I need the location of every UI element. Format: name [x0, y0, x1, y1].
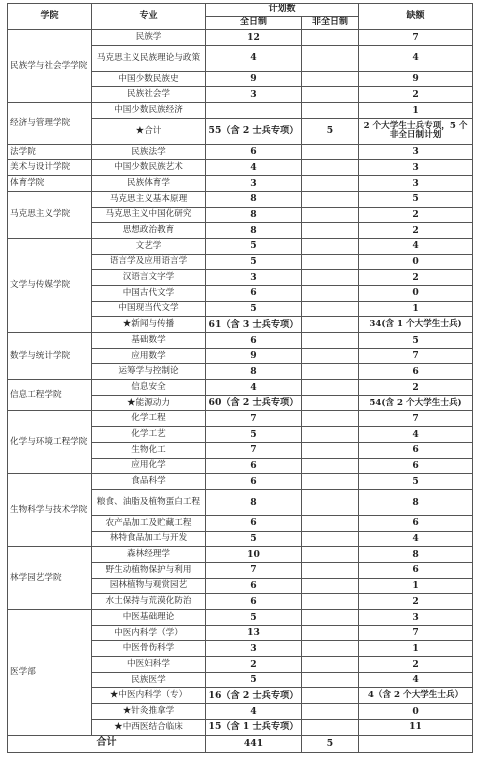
fulltime-cell: 61（含 3 士兵专项） — [206, 317, 302, 333]
parttime-cell — [302, 704, 359, 720]
parttime-cell — [302, 317, 359, 333]
fulltime-cell: 60（含 2 士兵专项） — [206, 395, 302, 411]
fulltime-cell: 6 — [206, 578, 302, 594]
fulltime-cell: 3 — [206, 87, 302, 103]
school-cell: 马克思主义学院 — [8, 191, 92, 238]
header-parttime: 非全日制 — [302, 17, 359, 30]
major-cell: 思想政治教育 — [92, 223, 206, 239]
parttime-cell — [302, 144, 359, 160]
parttime-cell — [302, 71, 359, 87]
table-row — [8, 160, 473, 176]
parttime-cell — [302, 688, 359, 704]
fulltime-cell: 8 — [206, 489, 302, 515]
major-cell: 化学工艺 — [92, 427, 206, 443]
vacancy-cell: 4 — [359, 45, 473, 71]
vacancy-cell: 0 — [359, 704, 473, 720]
parttime-cell — [302, 594, 359, 610]
vacancy-cell: 8 — [359, 489, 473, 515]
parttime-cell — [302, 45, 359, 71]
fulltime-cell — [206, 103, 302, 119]
parttime-cell — [302, 442, 359, 458]
table-row — [8, 176, 473, 192]
parttime-cell — [302, 458, 359, 474]
major-cell: 中国现当代文学 — [92, 301, 206, 317]
parttime-cell — [302, 176, 359, 192]
vacancy-cell: 4 — [359, 672, 473, 688]
vacancy-cell: 6 — [359, 562, 473, 578]
major-cell: 汉语言文字学 — [92, 270, 206, 286]
fulltime-cell: 4 — [206, 380, 302, 396]
vacancy-cell: 4 — [359, 531, 473, 547]
parttime-cell — [302, 30, 359, 46]
fulltime-cell: 8 — [206, 191, 302, 207]
fulltime-cell: 5 — [206, 301, 302, 317]
vacancy-cell: 2 — [359, 87, 473, 103]
fulltime-cell: 5 — [206, 672, 302, 688]
major-cell: 水土保持与荒漠化防治 — [92, 594, 206, 610]
vacancy-cell: 2 — [359, 594, 473, 610]
fulltime-cell: 8 — [206, 364, 302, 380]
vacancy-cell: 2 — [359, 380, 473, 396]
parttime-cell — [302, 672, 359, 688]
major-cell: 中医骨伤科学 — [92, 641, 206, 657]
vacancy-cell: 1 — [359, 301, 473, 317]
fulltime-cell: 16（含 2 士兵专项） — [206, 688, 302, 704]
school-cell: 信息工程学院 — [8, 380, 92, 411]
school-cell: 体育学院 — [8, 176, 92, 192]
parttime-cell — [302, 641, 359, 657]
table-row — [8, 238, 473, 254]
vacancy-cell: 4 — [359, 427, 473, 443]
vacancy-cell: 8 — [359, 547, 473, 563]
fulltime-cell: 3 — [206, 176, 302, 192]
header-vacancy: 缺额 — [359, 4, 473, 30]
parttime-cell — [302, 610, 359, 626]
major-cell: 运筹学与控制论 — [92, 364, 206, 380]
major-cell: 马克思主义中国化研究 — [92, 207, 206, 223]
fulltime-cell: 5 — [206, 531, 302, 547]
major-cell: 林特食品加工与开发 — [92, 531, 206, 547]
major-cell: 民族体育学 — [92, 176, 206, 192]
parttime-cell — [302, 547, 359, 563]
fulltime-cell: 9 — [206, 348, 302, 364]
school-cell: 美术与设计学院 — [8, 160, 92, 176]
parttime-cell — [302, 238, 359, 254]
plan-table-container — [7, 3, 472, 753]
vacancy-cell: 3 — [359, 176, 473, 192]
major-cell: 中医妇科学 — [92, 657, 206, 673]
header-major: 专业 — [92, 4, 206, 30]
vacancy-cell: 6 — [359, 515, 473, 531]
vacancy-cell: 3 — [359, 160, 473, 176]
major-cell: ★中医内科学（专） — [92, 688, 206, 704]
parttime-cell — [302, 270, 359, 286]
vacancy-cell: 1 — [359, 641, 473, 657]
vacancy-cell: 3 — [359, 144, 473, 160]
major-cell: 民族法学 — [92, 144, 206, 160]
table-row — [8, 411, 473, 427]
vacancy-cell: 1 — [359, 103, 473, 119]
major-cell: ★中西医结合临床 — [92, 719, 206, 735]
table-row — [8, 103, 473, 119]
parttime-cell — [302, 578, 359, 594]
fulltime-cell: 12 — [206, 30, 302, 46]
vacancy-cell: 4（含 2 个大学生士兵） — [359, 688, 473, 704]
parttime-cell — [302, 254, 359, 270]
parttime-cell — [302, 657, 359, 673]
vacancy-cell: 5 — [359, 191, 473, 207]
vacancy-cell: 34(含 1 个大学生士兵) — [359, 317, 473, 333]
enrollment-plan-table — [7, 3, 473, 753]
fulltime-cell: 4 — [206, 45, 302, 71]
major-cell: ★针灸推拿学 — [92, 704, 206, 720]
vacancy-cell: 2 — [359, 207, 473, 223]
fulltime-cell: 4 — [206, 704, 302, 720]
parttime-cell — [302, 191, 359, 207]
school-cell: 数学与统计学院 — [8, 333, 92, 380]
major-cell: 民族医学 — [92, 672, 206, 688]
vacancy-cell: 6 — [359, 458, 473, 474]
parttime-cell — [302, 364, 359, 380]
parttime-cell — [302, 625, 359, 641]
vacancy-cell: 0 — [359, 285, 473, 301]
fulltime-cell: 10 — [206, 547, 302, 563]
header-plan: 计划数 — [206, 4, 359, 17]
fulltime-cell: 6 — [206, 515, 302, 531]
table-row — [8, 144, 473, 160]
school-cell: 经济与管理学院 — [8, 103, 92, 145]
vacancy-cell: 7 — [359, 411, 473, 427]
major-cell: 民族社会学 — [92, 87, 206, 103]
major-cell: 中国少数民族经济 — [92, 103, 206, 119]
parttime-cell — [302, 427, 359, 443]
vacancy-cell: 6 — [359, 364, 473, 380]
fulltime-cell: 4 — [206, 160, 302, 176]
major-cell: 基础数学 — [92, 333, 206, 349]
parttime-cell — [302, 411, 359, 427]
major-cell: 中国古代文学 — [92, 285, 206, 301]
fulltime-cell: 6 — [206, 594, 302, 610]
vacancy-cell: 9 — [359, 71, 473, 87]
fulltime-cell: 5 — [206, 254, 302, 270]
parttime-cell — [302, 223, 359, 239]
vacancy-cell: 2 — [359, 657, 473, 673]
parttime-cell — [302, 87, 359, 103]
parttime-cell — [302, 301, 359, 317]
header-school: 学院 — [8, 4, 92, 30]
school-cell: 生物科学与技术学院 — [8, 474, 92, 547]
fulltime-cell: 8 — [206, 223, 302, 239]
vacancy-cell: 2 — [359, 223, 473, 239]
major-cell: 信息安全 — [92, 380, 206, 396]
parttime-cell — [302, 395, 359, 411]
major-cell: 文艺学 — [92, 238, 206, 254]
fulltime-cell: 13 — [206, 625, 302, 641]
fulltime-cell: 7 — [206, 442, 302, 458]
school-cell: 民族学与社会学学院 — [8, 30, 92, 103]
fulltime-cell: 55（含 2 士兵专项） — [206, 118, 302, 144]
major-cell: 马克思主义民族理论与政策 — [92, 45, 206, 71]
vacancy-cell: 3 — [359, 610, 473, 626]
fulltime-cell: 7 — [206, 562, 302, 578]
major-cell: 应用数学 — [92, 348, 206, 364]
major-cell: 马克思主义基本原理 — [92, 191, 206, 207]
parttime-cell — [302, 285, 359, 301]
fulltime-cell: 5 — [206, 610, 302, 626]
fulltime-cell: 6 — [206, 144, 302, 160]
major-cell: 中医基础理论 — [92, 610, 206, 626]
major-cell: ★能源动力 — [92, 395, 206, 411]
parttime-cell — [302, 348, 359, 364]
major-cell: 森林经理学 — [92, 547, 206, 563]
table-body — [8, 30, 473, 736]
vacancy-cell: 5 — [359, 333, 473, 349]
vacancy-cell: 6 — [359, 442, 473, 458]
major-cell: 化学工程 — [92, 411, 206, 427]
major-cell: 中国少数民族艺术 — [92, 160, 206, 176]
major-cell: 粮食、油脂及植物蛋白工程 — [92, 489, 206, 515]
parttime-cell — [302, 515, 359, 531]
vacancy-cell: 5 — [359, 474, 473, 490]
table-row — [8, 610, 473, 626]
major-cell: 中国少数民族史 — [92, 71, 206, 87]
vacancy-cell: 54(含 2 个大学生士兵) — [359, 395, 473, 411]
parttime-cell — [302, 474, 359, 490]
vacancy-cell: 2 — [359, 270, 473, 286]
vacancy-cell: 7 — [359, 348, 473, 364]
total-fulltime: 441 — [206, 735, 302, 752]
fulltime-cell: 2 — [206, 657, 302, 673]
vacancy-cell: 7 — [359, 625, 473, 641]
parttime-cell — [302, 380, 359, 396]
table-row — [8, 547, 473, 563]
table-row — [8, 333, 473, 349]
parttime-cell — [302, 531, 359, 547]
major-cell: 应用化学 — [92, 458, 206, 474]
parttime-cell — [302, 103, 359, 119]
total-row — [8, 735, 473, 752]
major-cell: 食品科学 — [92, 474, 206, 490]
parttime-cell: 5 — [302, 118, 359, 144]
total-vacancy — [359, 735, 473, 752]
parttime-cell — [302, 562, 359, 578]
fulltime-cell: 3 — [206, 641, 302, 657]
fulltime-cell: 15（含 1 士兵专项） — [206, 719, 302, 735]
fulltime-cell: 9 — [206, 71, 302, 87]
major-cell: 园林植物与观赏园艺 — [92, 578, 206, 594]
school-cell: 医学部 — [8, 610, 92, 736]
vacancy-cell: 11 — [359, 719, 473, 735]
major-cell: 野生动植物保护与利用 — [92, 562, 206, 578]
school-cell: 化学与环境工程学院 — [8, 411, 92, 474]
vacancy-cell: 4 — [359, 238, 473, 254]
parttime-cell — [302, 489, 359, 515]
vacancy-cell: 7 — [359, 30, 473, 46]
header-fulltime: 全日制 — [206, 17, 302, 30]
total-label: 合计 — [8, 735, 206, 752]
total-parttime: 5 — [302, 735, 359, 752]
school-cell: 林学园艺学院 — [8, 547, 92, 610]
school-cell: 文学与传媒学院 — [8, 238, 92, 332]
major-cell: 语言学及应用语言学 — [92, 254, 206, 270]
major-cell: 中医内科学（学） — [92, 625, 206, 641]
parttime-cell — [302, 333, 359, 349]
table-row — [8, 30, 473, 46]
fulltime-cell: 5 — [206, 238, 302, 254]
fulltime-cell: 6 — [206, 285, 302, 301]
major-cell: 生物化工 — [92, 442, 206, 458]
parttime-cell — [302, 207, 359, 223]
parttime-cell — [302, 160, 359, 176]
fulltime-cell: 6 — [206, 458, 302, 474]
table-row — [8, 191, 473, 207]
table-row — [8, 380, 473, 396]
fulltime-cell: 3 — [206, 270, 302, 286]
major-cell: 农产品加工及贮藏工程 — [92, 515, 206, 531]
vacancy-cell: 0 — [359, 254, 473, 270]
fulltime-cell: 7 — [206, 411, 302, 427]
fulltime-cell: 6 — [206, 474, 302, 490]
parttime-cell — [302, 719, 359, 735]
table-row — [8, 474, 473, 490]
fulltime-cell: 6 — [206, 333, 302, 349]
vacancy-cell: 1 — [359, 578, 473, 594]
fulltime-cell: 5 — [206, 427, 302, 443]
major-cell: ★合计 — [92, 118, 206, 144]
fulltime-cell: 8 — [206, 207, 302, 223]
school-cell: 法学院 — [8, 144, 92, 160]
vacancy-cell: 2 个大学生士兵专项，5 个非全日制计划 — [359, 118, 473, 144]
major-cell: ★新闻与传播 — [92, 317, 206, 333]
major-cell: 民族学 — [92, 30, 206, 46]
